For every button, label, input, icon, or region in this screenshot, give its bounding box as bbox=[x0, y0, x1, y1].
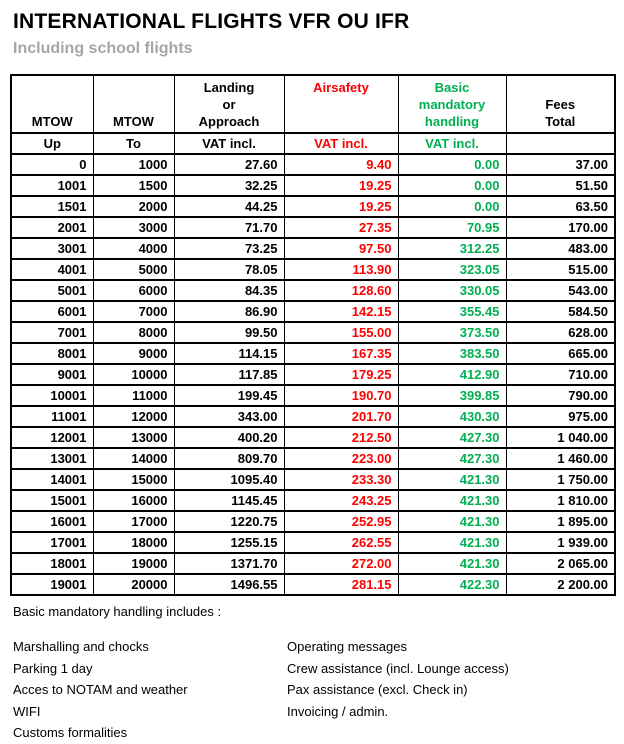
cell-landing-or-approach: 44.25 bbox=[174, 196, 284, 217]
cell-mtow-up: 16001 bbox=[11, 511, 93, 532]
cell-mtow-to: 2000 bbox=[93, 196, 174, 217]
table-row bbox=[11, 322, 615, 343]
cell-landing-or-approach: 86.90 bbox=[174, 301, 284, 322]
cell-mtow-to: 10000 bbox=[93, 364, 174, 385]
cell-landing-or-approach: 114.15 bbox=[174, 343, 284, 364]
cell-fees-total: 1 895.00 bbox=[506, 511, 615, 532]
cell-landing-or-approach: 71.70 bbox=[174, 217, 284, 238]
cell-basic-mandatory-handling: 427.30 bbox=[398, 448, 506, 469]
col-subheader-basic-mandatory-handling: VAT incl. bbox=[398, 133, 506, 154]
cell-mtow-to: 18000 bbox=[93, 532, 174, 553]
cell-airsafety: 233.30 bbox=[284, 469, 398, 490]
table-row bbox=[11, 238, 615, 259]
table-row bbox=[11, 553, 615, 574]
cell-fees-total: 628.00 bbox=[506, 322, 615, 343]
cell-mtow-to: 3000 bbox=[93, 217, 174, 238]
cell-basic-mandatory-handling: 421.30 bbox=[398, 511, 506, 532]
col-subheader-mtow-to: To bbox=[93, 133, 174, 154]
table-row bbox=[11, 364, 615, 385]
col-header-mtow-to-line bbox=[94, 79, 174, 96]
cell-fees-total: 63.50 bbox=[506, 196, 615, 217]
cell-mtow-to: 7000 bbox=[93, 301, 174, 322]
handling-list-left-col bbox=[13, 636, 287, 744]
col-header-airsafety-line bbox=[285, 113, 398, 130]
cell-airsafety: 27.35 bbox=[284, 217, 398, 238]
cell-mtow-up: 9001 bbox=[11, 364, 93, 385]
col-header-airsafety bbox=[284, 75, 398, 133]
col-subheader-airsafety: VAT incl. bbox=[284, 133, 398, 154]
cell-fees-total: 543.00 bbox=[506, 280, 615, 301]
cell-landing-or-approach: 1496.55 bbox=[174, 574, 284, 595]
cell-mtow-up: 17001 bbox=[11, 532, 93, 553]
cell-landing-or-approach: 343.00 bbox=[174, 406, 284, 427]
cell-landing-or-approach: 1145.45 bbox=[174, 490, 284, 511]
cell-mtow-up: 3001 bbox=[11, 238, 93, 259]
cell-airsafety: 167.35 bbox=[284, 343, 398, 364]
col-subheader-fees-total bbox=[506, 133, 615, 154]
cell-fees-total: 170.00 bbox=[506, 217, 615, 238]
cell-basic-mandatory-handling: 373.50 bbox=[398, 322, 506, 343]
cell-mtow-to: 5000 bbox=[93, 259, 174, 280]
cell-landing-or-approach: 78.05 bbox=[174, 259, 284, 280]
cell-airsafety: 252.95 bbox=[284, 511, 398, 532]
col-header-fees-total-line: Fees bbox=[545, 97, 576, 112]
fees-table-header bbox=[11, 75, 615, 154]
table-row bbox=[11, 385, 615, 406]
cell-mtow-to: 14000 bbox=[93, 448, 174, 469]
cell-basic-mandatory-handling: 0.00 bbox=[398, 196, 506, 217]
col-header-landing-or-approach-line: or bbox=[222, 97, 236, 112]
cell-airsafety: 223.00 bbox=[284, 448, 398, 469]
header-row-main bbox=[11, 75, 615, 133]
cell-landing-or-approach: 32.25 bbox=[174, 175, 284, 196]
col-header-basic-mandatory-handling-line: Basic bbox=[434, 80, 470, 95]
col-subheader-mtow-up: Up bbox=[11, 133, 93, 154]
cell-fees-total: 710.00 bbox=[506, 364, 615, 385]
cell-landing-or-approach: 1371.70 bbox=[174, 553, 284, 574]
col-header-basic-mandatory-handling-line: mandatory bbox=[418, 97, 486, 112]
cell-fees-total: 2 200.00 bbox=[506, 574, 615, 595]
col-header-mtow-up-line bbox=[12, 96, 93, 113]
cell-airsafety: 212.50 bbox=[284, 427, 398, 448]
page-subtitle: Including school flights bbox=[13, 40, 193, 57]
col-subheader-landing-or-approach: VAT incl. bbox=[174, 133, 284, 154]
table-row bbox=[11, 448, 615, 469]
cell-airsafety: 262.55 bbox=[284, 532, 398, 553]
cell-fees-total: 51.50 bbox=[506, 175, 615, 196]
cell-landing-or-approach: 1220.75 bbox=[174, 511, 284, 532]
cell-mtow-up: 7001 bbox=[11, 322, 93, 343]
cell-mtow-to: 20000 bbox=[93, 574, 174, 595]
col-header-mtow-to-line bbox=[94, 96, 174, 113]
col-header-landing-or-approach-line: Approach bbox=[198, 114, 260, 129]
cell-mtow-to: 1000 bbox=[93, 154, 174, 175]
cell-basic-mandatory-handling: 323.05 bbox=[398, 259, 506, 280]
fees-table-body bbox=[11, 154, 615, 595]
cell-airsafety: 97.50 bbox=[284, 238, 398, 259]
cell-airsafety: 9.40 bbox=[284, 154, 398, 175]
cell-basic-mandatory-handling: 0.00 bbox=[398, 175, 506, 196]
cell-fees-total: 515.00 bbox=[506, 259, 615, 280]
handling-list-left bbox=[13, 636, 287, 744]
cell-mtow-up: 6001 bbox=[11, 301, 93, 322]
cell-fees-total: 1 939.00 bbox=[506, 532, 615, 553]
cell-airsafety: 190.70 bbox=[284, 385, 398, 406]
cell-mtow-to: 11000 bbox=[93, 385, 174, 406]
cell-fees-total: 975.00 bbox=[506, 406, 615, 427]
handling-item: Operating messages bbox=[287, 639, 407, 654]
cell-fees-total: 790.00 bbox=[506, 385, 615, 406]
cell-basic-mandatory-handling: 421.30 bbox=[398, 469, 506, 490]
cell-mtow-up: 18001 bbox=[11, 553, 93, 574]
table-row bbox=[11, 490, 615, 511]
col-header-basic-mandatory-handling-line: handling bbox=[424, 114, 480, 129]
cell-mtow-to: 4000 bbox=[93, 238, 174, 259]
cell-landing-or-approach: 99.50 bbox=[174, 322, 284, 343]
cell-mtow-up: 15001 bbox=[11, 490, 93, 511]
cell-fees-total: 1 460.00 bbox=[506, 448, 615, 469]
cell-mtow-to: 15000 bbox=[93, 469, 174, 490]
cell-airsafety: 128.60 bbox=[284, 280, 398, 301]
cell-fees-total: 1 810.00 bbox=[506, 490, 615, 511]
cell-mtow-up: 1501 bbox=[11, 196, 93, 217]
cell-landing-or-approach: 1095.40 bbox=[174, 469, 284, 490]
cell-basic-mandatory-handling: 430.30 bbox=[398, 406, 506, 427]
cell-airsafety: 243.25 bbox=[284, 490, 398, 511]
cell-mtow-up: 13001 bbox=[11, 448, 93, 469]
cell-mtow-up: 0 bbox=[11, 154, 93, 175]
table-row bbox=[11, 259, 615, 280]
cell-mtow-up: 8001 bbox=[11, 343, 93, 364]
cell-mtow-to: 13000 bbox=[93, 427, 174, 448]
handling-item: WIFI bbox=[13, 703, 41, 719]
cell-basic-mandatory-handling: 421.30 bbox=[398, 490, 506, 511]
col-header-landing-or-approach-line: Landing bbox=[203, 80, 255, 95]
cell-basic-mandatory-handling: 330.05 bbox=[398, 280, 506, 301]
cell-mtow-up: 12001 bbox=[11, 427, 93, 448]
table-row bbox=[11, 469, 615, 490]
handling-list-right-col bbox=[287, 636, 509, 744]
handling-list-right bbox=[287, 636, 509, 722]
cell-mtow-up: 14001 bbox=[11, 469, 93, 490]
cell-airsafety: 155.00 bbox=[284, 322, 398, 343]
cell-basic-mandatory-handling: 421.30 bbox=[398, 532, 506, 553]
cell-fees-total: 1 040.00 bbox=[506, 427, 615, 448]
cell-airsafety: 201.70 bbox=[284, 406, 398, 427]
cell-mtow-to: 6000 bbox=[93, 280, 174, 301]
cell-landing-or-approach: 117.85 bbox=[174, 364, 284, 385]
col-header-fees-total-line: Total bbox=[545, 114, 576, 129]
table-row bbox=[11, 511, 615, 532]
cell-mtow-to: 19000 bbox=[93, 553, 174, 574]
col-header-basic-mandatory-handling bbox=[398, 75, 506, 133]
cell-mtow-to: 12000 bbox=[93, 406, 174, 427]
cell-basic-mandatory-handling: 0.00 bbox=[398, 154, 506, 175]
cell-airsafety: 281.15 bbox=[284, 574, 398, 595]
cell-airsafety: 142.15 bbox=[284, 301, 398, 322]
handling-lists bbox=[13, 636, 614, 744]
cell-mtow-to: 9000 bbox=[93, 343, 174, 364]
table-row bbox=[11, 154, 615, 175]
cell-airsafety: 179.25 bbox=[284, 364, 398, 385]
col-header-mtow-up bbox=[11, 75, 93, 133]
cell-landing-or-approach: 199.45 bbox=[174, 385, 284, 406]
col-header-airsafety-line bbox=[285, 96, 398, 113]
table-row bbox=[11, 301, 615, 322]
col-header-airsafety-line: Airsafety bbox=[313, 80, 369, 95]
cell-basic-mandatory-handling: 427.30 bbox=[398, 427, 506, 448]
cell-fees-total: 483.00 bbox=[506, 238, 615, 259]
cell-mtow-to: 1500 bbox=[93, 175, 174, 196]
cell-basic-mandatory-handling: 412.90 bbox=[398, 364, 506, 385]
table-row bbox=[11, 427, 615, 448]
fees-table bbox=[10, 74, 616, 596]
cell-basic-mandatory-handling: 312.25 bbox=[398, 238, 506, 259]
header-row-sub bbox=[11, 133, 615, 154]
col-header-mtow-to-line: MTOW bbox=[113, 114, 154, 129]
handling-heading: Basic mandatory handling includes : bbox=[13, 604, 222, 619]
cell-basic-mandatory-handling: 422.30 bbox=[398, 574, 506, 595]
col-header-fees-total bbox=[506, 75, 615, 133]
cell-mtow-up: 2001 bbox=[11, 217, 93, 238]
cell-basic-mandatory-handling: 421.30 bbox=[398, 553, 506, 574]
col-header-mtow-up-line: MTOW bbox=[31, 114, 73, 129]
handling-item: Acces to NOTAM and weather bbox=[13, 682, 188, 697]
cell-mtow-up: 4001 bbox=[11, 259, 93, 280]
cell-fees-total: 1 750.00 bbox=[506, 469, 615, 490]
cell-fees-total: 37.00 bbox=[506, 154, 615, 175]
cell-basic-mandatory-handling: 355.45 bbox=[398, 301, 506, 322]
cell-mtow-up: 1001 bbox=[11, 175, 93, 196]
table-row bbox=[11, 280, 615, 301]
cell-landing-or-approach: 809.70 bbox=[174, 448, 284, 469]
cell-mtow-to: 8000 bbox=[93, 322, 174, 343]
table-row bbox=[11, 175, 615, 196]
cell-airsafety: 272.00 bbox=[284, 553, 398, 574]
handling-item: Crew assistance (incl. Lounge access) bbox=[287, 660, 509, 676]
handling-item: Pax assistance (excl. Check in) bbox=[287, 682, 468, 697]
table-row bbox=[11, 196, 615, 217]
cell-airsafety: 19.25 bbox=[284, 196, 398, 217]
col-header-mtow-to bbox=[93, 75, 174, 133]
cell-landing-or-approach: 73.25 bbox=[174, 238, 284, 259]
cell-mtow-to: 16000 bbox=[93, 490, 174, 511]
col-header-landing-or-approach bbox=[174, 75, 284, 133]
cell-airsafety: 19.25 bbox=[284, 175, 398, 196]
table-row bbox=[11, 343, 615, 364]
cell-basic-mandatory-handling: 70.95 bbox=[398, 217, 506, 238]
col-header-mtow-up-line bbox=[12, 79, 93, 96]
handling-item: Marshalling and chocks bbox=[13, 639, 149, 654]
cell-fees-total: 665.00 bbox=[506, 343, 615, 364]
cell-mtow-up: 19001 bbox=[11, 574, 93, 595]
cell-fees-total: 2 065.00 bbox=[506, 553, 615, 574]
table-row bbox=[11, 217, 615, 238]
table-row bbox=[11, 532, 615, 553]
page-title: INTERNATIONAL FLIGHTS VFR OU IFR bbox=[13, 10, 410, 33]
cell-landing-or-approach: 84.35 bbox=[174, 280, 284, 301]
handling-item: Customs formalities bbox=[13, 725, 128, 740]
col-header-fees-total-line bbox=[507, 79, 615, 96]
cell-fees-total: 584.50 bbox=[506, 301, 615, 322]
table-row bbox=[11, 406, 615, 427]
cell-mtow-up: 10001 bbox=[11, 385, 93, 406]
cell-basic-mandatory-handling: 383.50 bbox=[398, 343, 506, 364]
cell-landing-or-approach: 400.20 bbox=[174, 427, 284, 448]
cell-mtow-up: 11001 bbox=[11, 406, 93, 427]
cell-airsafety: 113.90 bbox=[284, 259, 398, 280]
cell-landing-or-approach: 27.60 bbox=[174, 154, 284, 175]
handling-item: Parking 1 day bbox=[13, 660, 93, 676]
table-row bbox=[11, 574, 615, 595]
cell-basic-mandatory-handling: 399.85 bbox=[398, 385, 506, 406]
cell-mtow-to: 17000 bbox=[93, 511, 174, 532]
cell-landing-or-approach: 1255.15 bbox=[174, 532, 284, 553]
handling-item: Invoicing / admin. bbox=[287, 703, 389, 719]
cell-mtow-up: 5001 bbox=[11, 280, 93, 301]
